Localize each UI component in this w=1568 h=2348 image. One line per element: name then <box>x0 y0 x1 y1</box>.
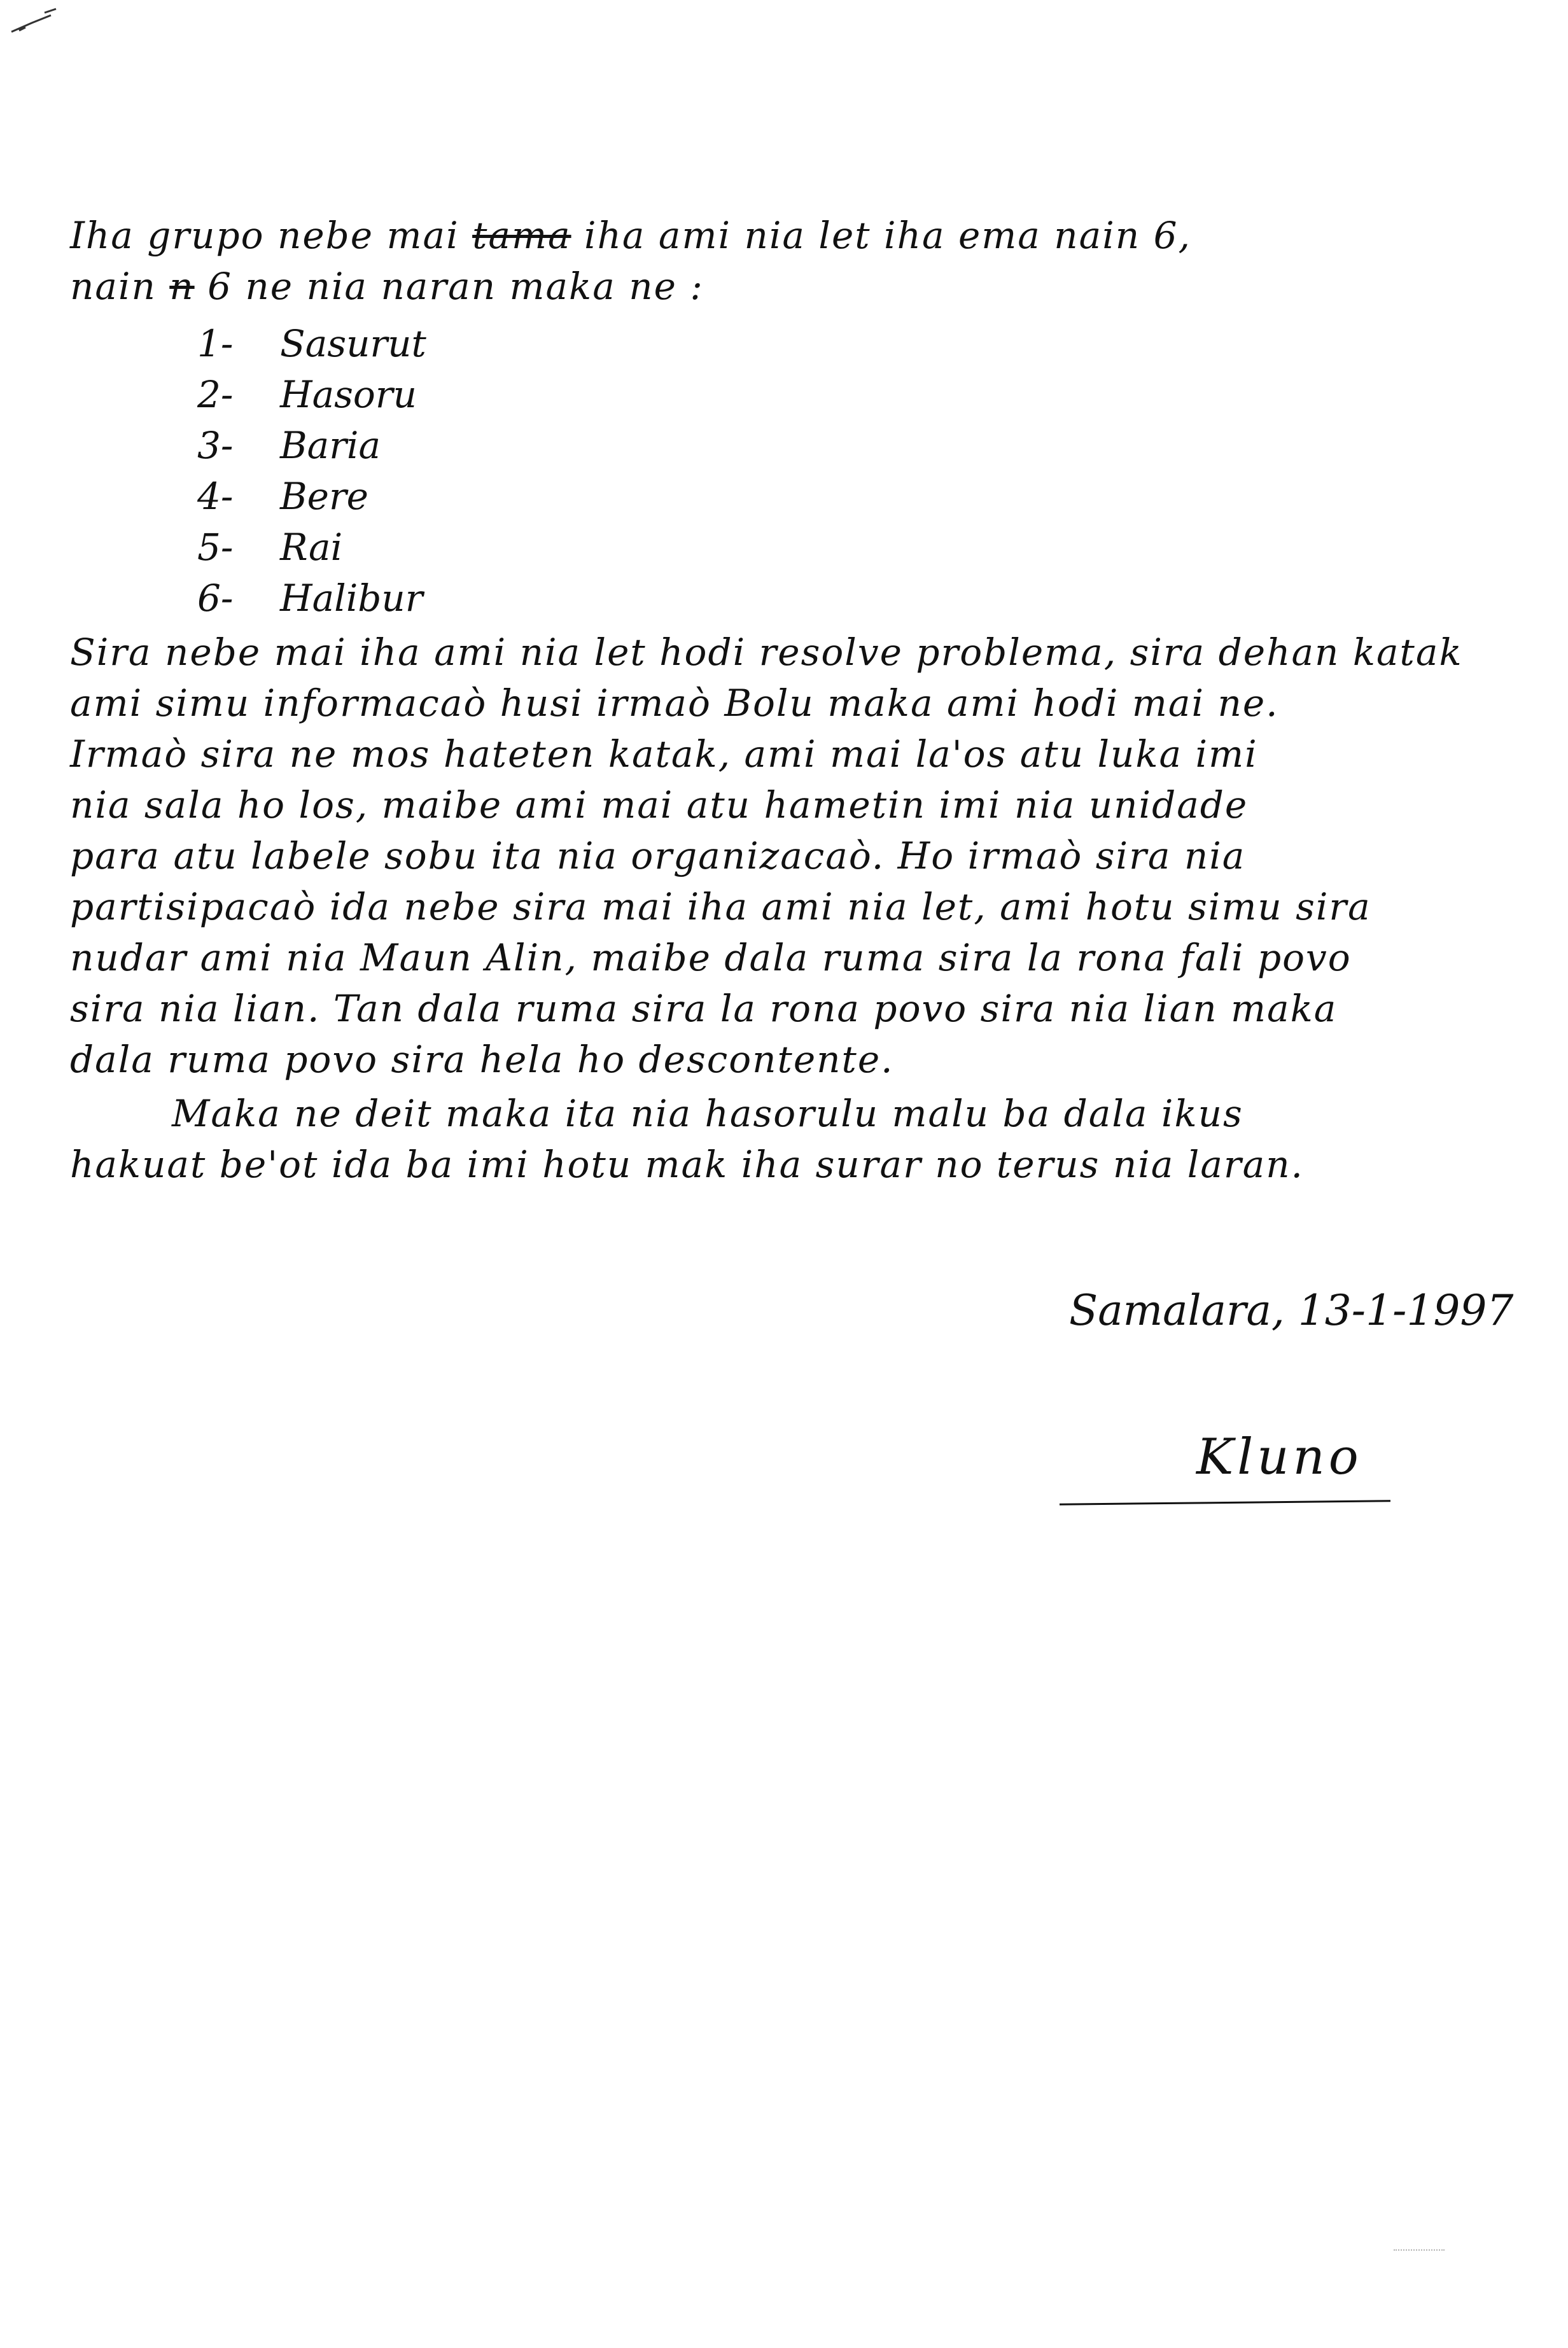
body-line: para atu labele sobu ita nia organizacaò. Ho irmaò sira nia <box>70 834 1246 877</box>
list-item <box>197 318 426 369</box>
intro-line-1-start: Iha grupo nebe mai <box>70 214 473 257</box>
list-name: Halibur <box>280 577 423 620</box>
list-number: 1- <box>197 322 234 365</box>
body-line: Irmaò sira ne mos hateten katak, ami mai la'os atu luka imi <box>70 732 1258 776</box>
list-name: Baria <box>280 424 381 467</box>
list-number: 2- <box>197 373 234 416</box>
closing-line: Maka ne deit maka ita nia hasorulu malu ba dala ikus <box>172 1092 1243 1135</box>
list-item <box>197 471 426 522</box>
closing-line: hakuat be'ot ida ba imi hotu mak iha surar no terus nia laran. <box>70 1143 1304 1186</box>
place-and-date: Samalara, 13-1-1997 <box>1069 1286 1514 1335</box>
list-item <box>197 369 426 420</box>
list-item <box>197 522 426 573</box>
list-name: Hasoru <box>280 373 417 416</box>
bottom-dots <box>1394 2249 1445 2252</box>
signature: Kluno <box>1196 1429 1362 1486</box>
list-item <box>197 573 426 624</box>
body-line: partisipacaò ida nebe sira mai iha ami nia let, ami hotu simu sira <box>70 885 1371 928</box>
list-item <box>197 420 426 471</box>
list-number: 3- <box>197 424 234 467</box>
list-number: 5- <box>197 526 234 569</box>
list-name: Bere <box>280 475 368 518</box>
signature-underline <box>1060 1500 1390 1505</box>
body-line: nia sala ho los, maibe ami mai atu hametin imi nia unidade <box>70 783 1249 827</box>
list-name: Sasurut <box>280 322 426 365</box>
body-line: sira nia lian. Tan dala ruma sira la rona povo sira nia lian maka <box>70 987 1338 1030</box>
list-number: 4- <box>197 475 234 518</box>
struck-character: n <box>169 265 195 308</box>
body-line: dala ruma povo sira hela ho descontente. <box>70 1038 894 1081</box>
intro-line-2-start: nain <box>70 265 170 308</box>
intro-line-2 <box>70 261 704 312</box>
body-line: ami simu informacaò husi irmaò Bolu maka ami hodi mai ne. <box>70 681 1279 725</box>
corner-scribble <box>6 5 70 37</box>
intro-line-1 <box>70 210 1191 261</box>
list-number: 6- <box>197 577 234 620</box>
body-line: nudar ami nia Maun Alin, maibe dala ruma sira la rona fali povo <box>70 936 1352 979</box>
list-name: Rai <box>280 526 343 569</box>
intro-line-1-end: iha ami nia let iha ema nain 6, <box>571 214 1191 257</box>
names-list <box>197 318 426 624</box>
body-line: Sira nebe mai iha ami nia let hodi resolve problema, sira dehan katak <box>70 631 1463 674</box>
intro-line-2-end: 6 ne nia naran maka ne : <box>194 265 704 308</box>
struck-word: tama <box>472 214 571 257</box>
